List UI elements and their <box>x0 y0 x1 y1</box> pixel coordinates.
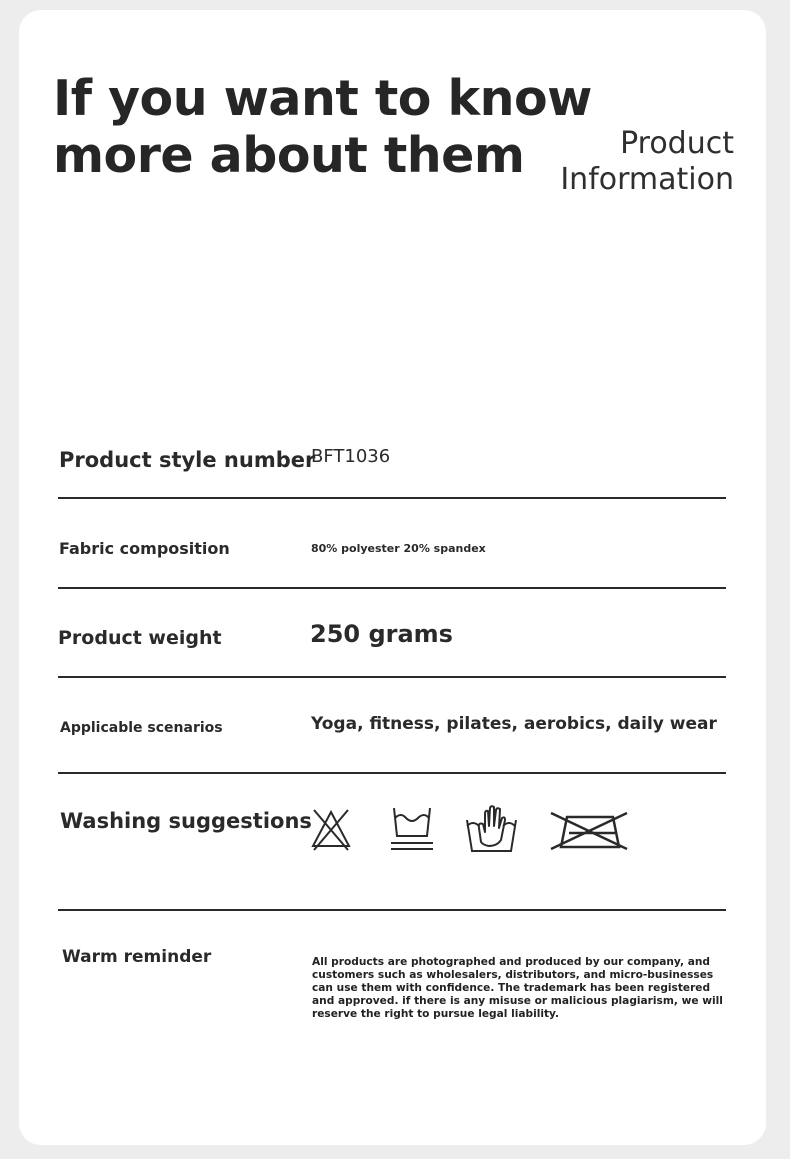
do-not-iron-icon <box>549 809 629 851</box>
warm-reminder-label: Warm reminder <box>62 947 212 967</box>
washing-suggestions-label: Washing suggestions <box>60 809 312 833</box>
fabric-composition-label: Fabric composition <box>59 539 230 558</box>
row-divider <box>58 497 726 499</box>
warm-reminder-text: All products are photographed and produced by our company, and customers such as wholesalers, distributors, and micro-businesses can use them with confidence. The trademark has been registered and approved. if there is any misuse or malicious plagiarism, we will reserve the right to pursue legal liability. <box>312 956 723 1020</box>
row-divider <box>58 676 726 678</box>
row-divider <box>58 587 726 589</box>
style-number-label: Product style number <box>59 448 316 472</box>
headline-line-2: more about them <box>53 127 525 184</box>
style-number-value: BFT1036 <box>311 446 391 467</box>
product-weight-label: Product weight <box>58 627 222 649</box>
applicable-scenarios-value: Yoga, fitness, pilates, aerobics, daily wear <box>311 714 717 734</box>
section-title-line-2: Information <box>560 162 734 197</box>
applicable-scenarios-label: Applicable scenarios <box>60 720 223 736</box>
row-divider <box>58 772 726 774</box>
machine-wash-icon <box>389 806 435 854</box>
product-weight-value: 250 grams <box>310 620 453 648</box>
section-title-line-1: Product <box>620 126 734 161</box>
section-title <box>560 126 734 198</box>
no-bleach-icon <box>310 808 352 852</box>
fabric-composition-value: 80% polyester 20% spandex <box>311 542 486 555</box>
headline-line-1: If you want to know <box>53 70 592 127</box>
page-headline <box>53 70 592 184</box>
hand-wash-icon <box>463 804 519 856</box>
row-divider <box>58 909 726 911</box>
